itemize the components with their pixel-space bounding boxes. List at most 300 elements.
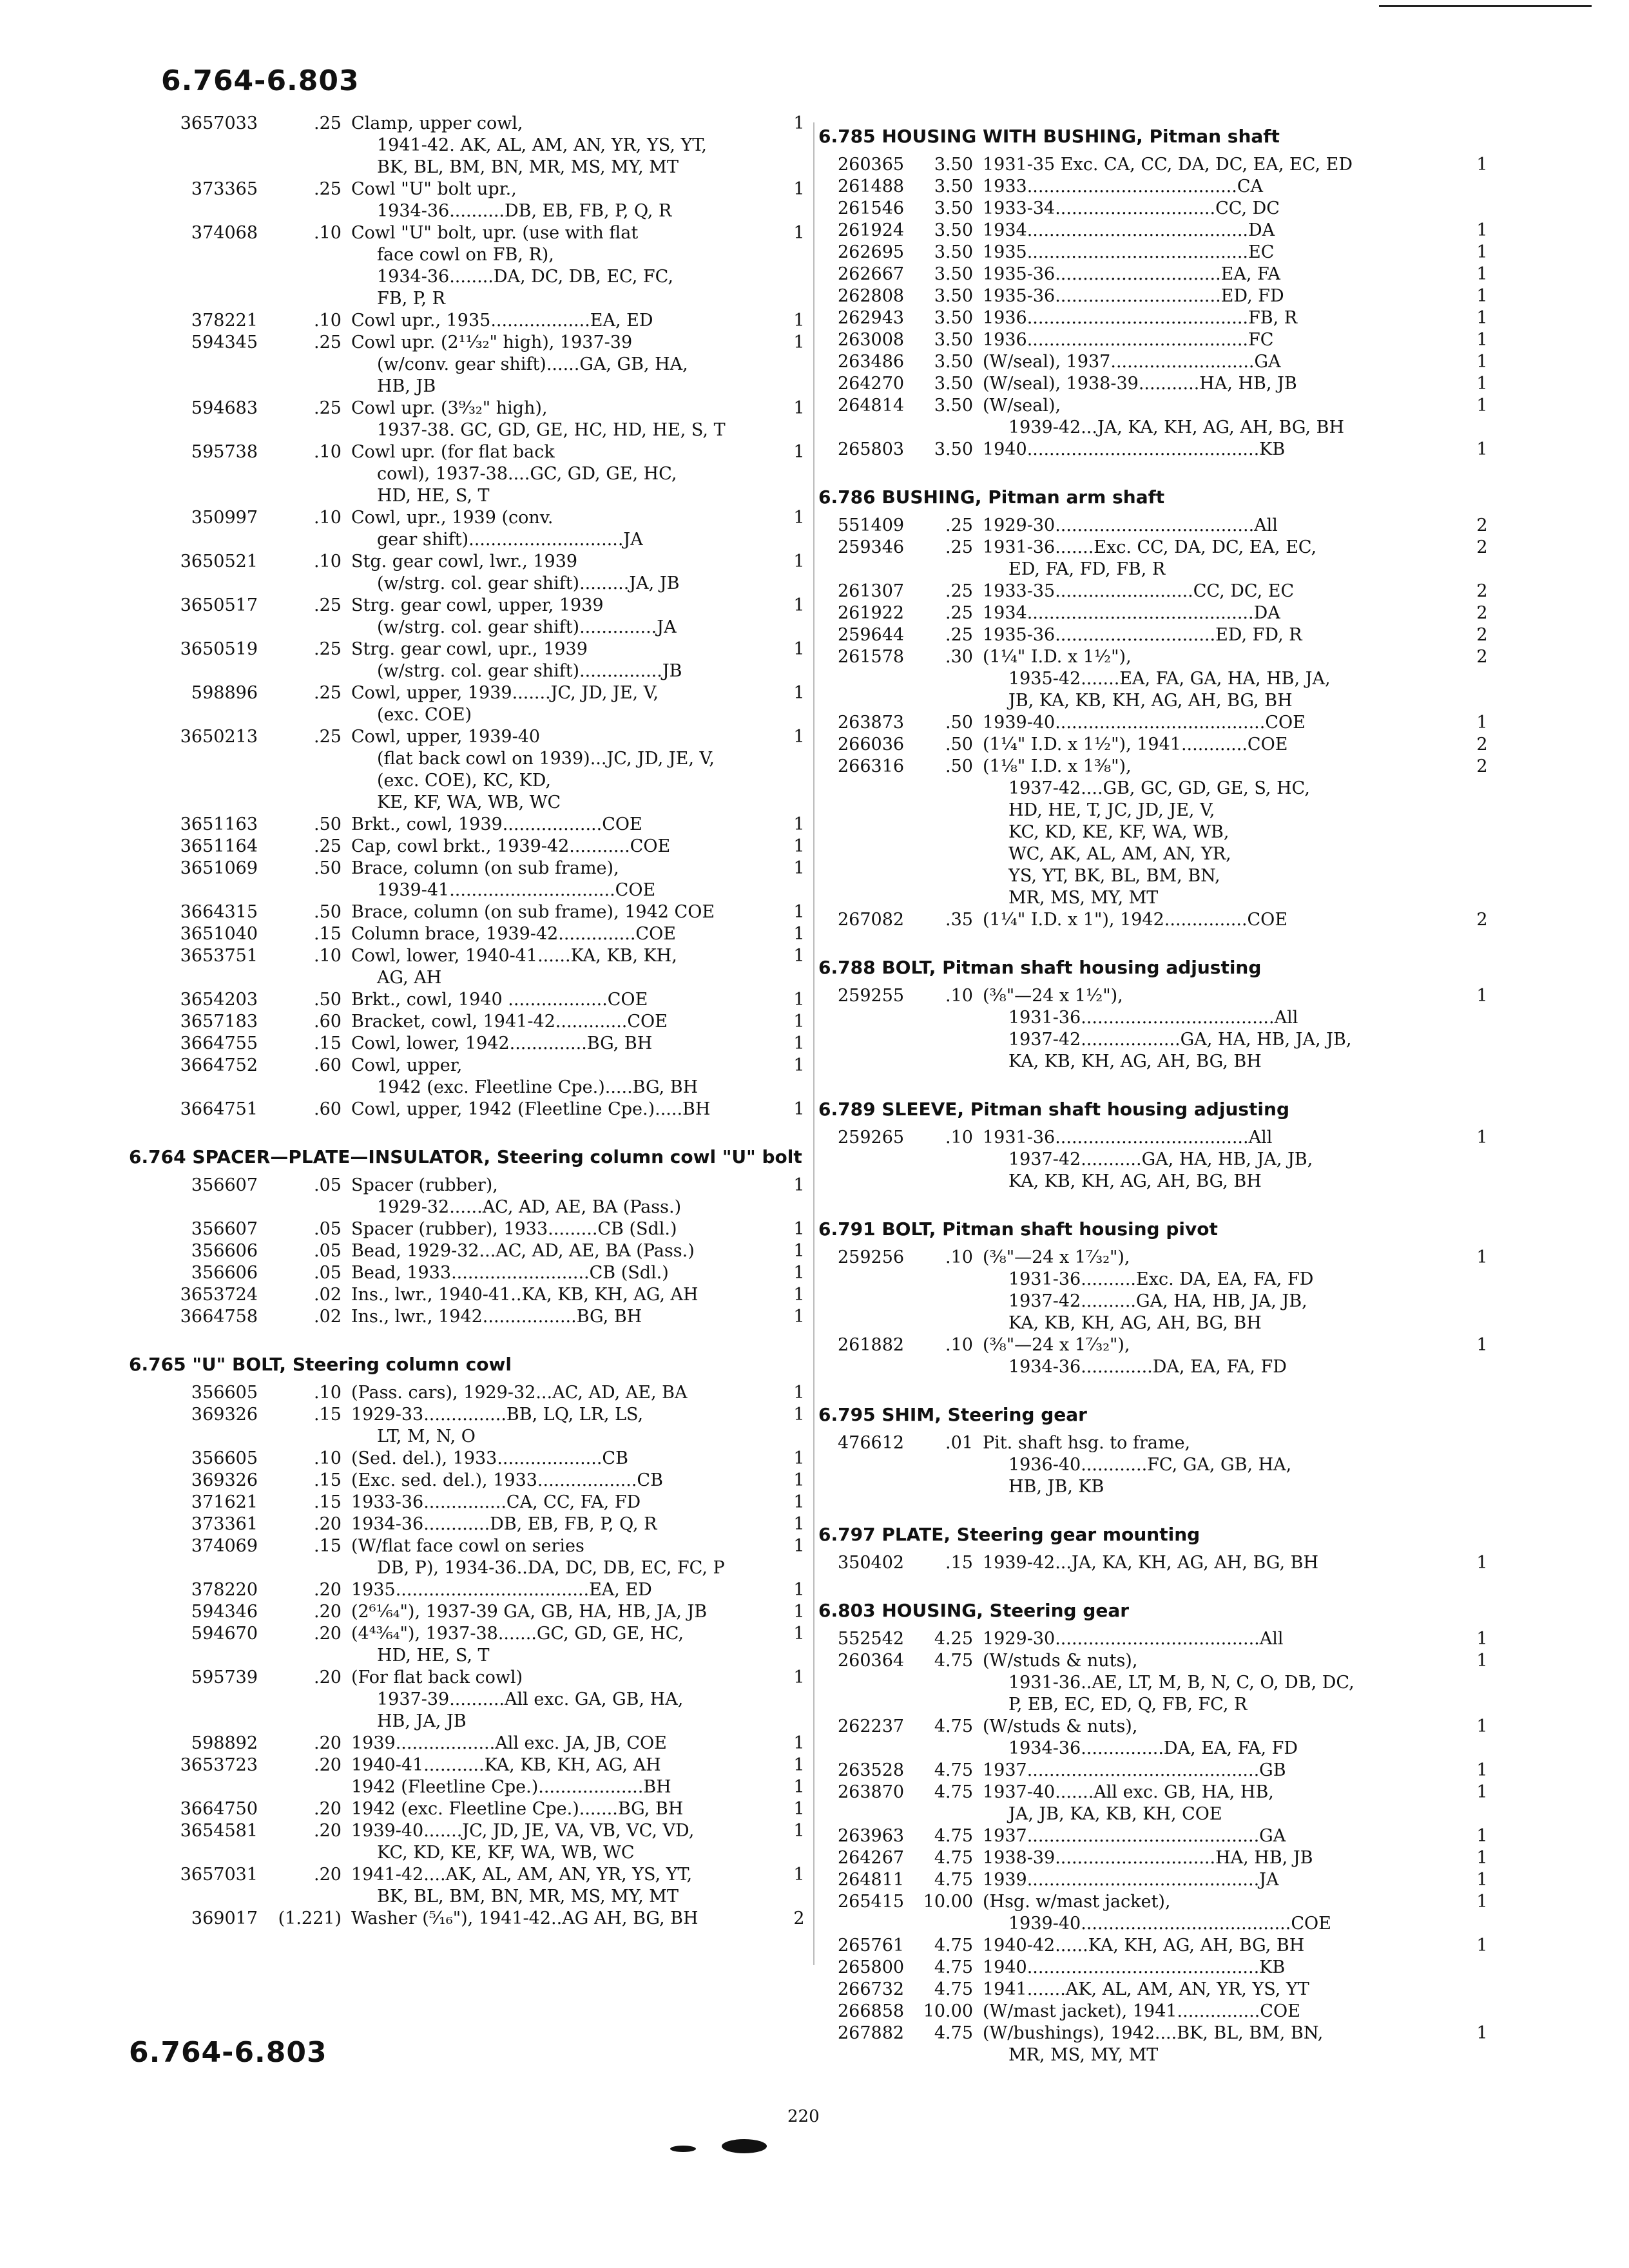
part-number: 261546: [838, 198, 905, 218]
part-row: [818, 395, 1495, 439]
description-line: 1937-42..........GA, HA, HB, JA, JB,: [1008, 1291, 1307, 1311]
part-quantity: 1: [793, 1536, 805, 1556]
description-line: (w/conv. gear shift)......GA, GB, HA,: [377, 354, 688, 374]
part-description: [983, 756, 1456, 909]
part-price: .60: [314, 1099, 342, 1119]
part-row: [129, 858, 812, 901]
part-row: [818, 154, 1495, 176]
part-row: [129, 1470, 812, 1492]
part-description: [351, 923, 773, 945]
part-quantity: 1: [1476, 1782, 1488, 1802]
part-number: 3653724: [180, 1285, 258, 1305]
description-line: Cowl, upr., 1939 (conv.: [351, 508, 554, 528]
part-price: .15: [314, 1536, 342, 1556]
part-number: 3651069: [180, 858, 258, 878]
part-quantity: 1: [793, 1012, 805, 1032]
part-row: [818, 646, 1495, 712]
section-heading: 6.764 SPACER—PLATE—INSULATOR, Steering column cowl "U" bolt: [129, 1146, 802, 1168]
section-heading: 6.765 "U" BOLT, Steering column cowl: [129, 1354, 512, 1375]
part-quantity: 1: [793, 179, 805, 199]
part-description: [351, 1623, 773, 1667]
part-description: [983, 351, 1456, 373]
part-price: .15: [945, 1553, 973, 1573]
part-number: 3653723: [180, 1755, 258, 1775]
part-price: .25: [314, 595, 342, 615]
description-line: JA, JB, KA, KB, KH, COE: [1008, 1804, 1222, 1824]
part-description: [351, 441, 773, 507]
part-price: 4.75: [934, 1870, 973, 1890]
part-price: .05: [314, 1175, 342, 1195]
part-price: 3.50: [934, 374, 973, 394]
section-heading: 6.785 HOUSING WITH BUSHING, Pitman shaft: [818, 126, 1280, 147]
part-number: 259346: [838, 537, 905, 557]
description-line: KE, KF, WA, WB, WC: [377, 793, 561, 812]
part-number: 3650521: [180, 552, 258, 572]
part-row: [818, 1127, 1495, 1193]
part-row: [818, 1432, 1495, 1498]
description-line: Cowl "U" bolt, upr. (use with flat: [351, 223, 639, 243]
part-number: 3664751: [180, 1099, 258, 1119]
description-line: KA, KB, KH, AG, AH, BG, BH: [1008, 1313, 1262, 1333]
description-line: 1942 (Fleetline Cpe.)...................BH: [351, 1777, 671, 1797]
part-description: [983, 1869, 1456, 1891]
part-quantity: 2: [1476, 537, 1488, 557]
part-description: [351, 1776, 773, 1798]
part-number: 374069: [191, 1536, 258, 1556]
part-number: 594345: [191, 332, 258, 352]
part-quantity: 1: [1476, 1760, 1488, 1780]
description-line: 1931-36.......Exc. CC, DA, DC, EA, EC,: [983, 537, 1317, 557]
part-price: 4.75: [934, 1782, 973, 1802]
part-price: .10: [314, 552, 342, 572]
part-quantity: 1: [793, 727, 805, 747]
description-line: Bracket, cowl, 1941-42.............COE: [351, 1012, 668, 1032]
part-description: [351, 1820, 773, 1864]
part-number: 259256: [838, 1247, 905, 1267]
part-price: .20: [314, 1514, 342, 1534]
part-price: .20: [314, 1733, 342, 1753]
part-row: [129, 901, 812, 923]
part-quantity: 1: [1476, 1892, 1488, 1912]
part-row: [129, 1864, 812, 1908]
part-number: 3650519: [180, 639, 258, 659]
description-line: Cowl upr., 1935..................EA, ED: [351, 311, 653, 331]
part-description: [983, 646, 1456, 712]
description-line: 1934-36..........DB, EB, FB, P, Q, R: [377, 201, 672, 221]
part-number: 3650213: [180, 727, 258, 747]
part-number: 261922: [838, 603, 905, 623]
description-line: (W/mast jacket), 1941...............COE: [983, 2001, 1300, 2021]
description-line: (W/flat face cowl on series: [351, 1536, 584, 1556]
description-line: HB, JB, KB: [1008, 1477, 1104, 1497]
part-description: [983, 307, 1456, 329]
part-number: 378221: [191, 311, 258, 331]
part-row: [129, 1055, 812, 1099]
part-number: 262667: [838, 264, 905, 284]
part-row: [818, 242, 1495, 264]
part-price: 4.75: [934, 1936, 973, 1956]
part-number: 263873: [838, 713, 905, 733]
part-row: [129, 1535, 812, 1579]
part-row: [818, 264, 1495, 285]
part-description: [351, 1733, 773, 1754]
description-line: 1942 (exc. Fleetline Cpe.).......BG, BH: [351, 1799, 684, 1819]
part-quantity: 1: [1476, 352, 1488, 372]
part-row: [129, 1667, 812, 1733]
description-line: Cowl upr. (2¹¹⁄₃₂" high), 1937-39: [351, 332, 633, 352]
part-quantity: 1: [793, 1624, 805, 1644]
section-heading: 6.797 PLATE, Steering gear mounting: [818, 1524, 1200, 1545]
part-price: .50: [314, 902, 342, 922]
part-quantity: 1: [793, 1241, 805, 1261]
part-description: [983, 1628, 1456, 1650]
part-number: 356605: [191, 1383, 258, 1403]
part-number: 263008: [838, 330, 905, 350]
part-quantity: 1: [793, 836, 805, 856]
description-line: (Hsg. w/mast jacket),: [983, 1892, 1171, 1912]
part-number: 374068: [191, 223, 258, 243]
description-line: 1933......................................CA: [983, 177, 1264, 197]
part-number: 3664315: [180, 902, 258, 922]
description-line: 1934-36.............DA, EA, FA, FD: [1008, 1357, 1287, 1377]
part-description: [983, 242, 1456, 264]
part-row: [129, 310, 812, 332]
part-quantity: 1: [793, 1777, 805, 1797]
part-description: [351, 989, 773, 1011]
part-row: [129, 507, 812, 551]
description-line: 1936........................................FB, R: [983, 308, 1298, 328]
part-description: [351, 1262, 773, 1284]
description-line: 1935...................................EA, ED: [351, 1580, 652, 1600]
part-description: [351, 113, 773, 178]
part-description: [983, 1552, 1456, 1574]
part-row: [818, 373, 1495, 395]
part-row: [129, 1798, 812, 1820]
part-quantity: 1: [793, 1263, 805, 1283]
part-number: 373365: [191, 179, 258, 199]
description-line: Strg. gear cowl, upr., 1939: [351, 639, 588, 659]
part-quantity: 1: [793, 814, 805, 834]
description-line: Clamp, upper cowl,: [351, 113, 523, 133]
description-line: Cowl "U" bolt upr.,: [351, 179, 517, 199]
part-price: .15: [314, 1405, 342, 1425]
part-row: [129, 551, 812, 595]
description-line: Cowl, upper,: [351, 1055, 463, 1075]
part-row: [129, 1284, 812, 1306]
description-line: 1937-42...........GA, HA, HB, JA, JB,: [1008, 1149, 1313, 1169]
description-line: Cowl upr. (3⁹⁄₃₂" high),: [351, 398, 548, 418]
part-price: .05: [314, 1241, 342, 1261]
part-row: [129, 1218, 812, 1240]
description-line: (³⁄₈"—24 x 1¹⁄₂"),: [983, 986, 1123, 1006]
part-quantity: 1: [1476, 1651, 1488, 1671]
description-line: (Sed. del.), 1933...................CB: [351, 1448, 628, 1468]
description-line: Column brace, 1939-42..............COE: [351, 924, 676, 944]
section-heading: 6.788 BOLT, Pitman shaft housing adjusting: [818, 957, 1262, 978]
part-row: [129, 989, 812, 1011]
part-row: [129, 923, 812, 945]
part-description: [351, 1175, 773, 1218]
part-number: 551409: [838, 515, 905, 535]
part-row: [818, 351, 1495, 373]
description-line: (1¹⁄₄" I.D. x 1¹⁄₂"),: [983, 647, 1132, 667]
part-number: 260365: [838, 155, 905, 175]
part-row: [818, 1650, 1495, 1716]
part-quantity: 1: [793, 1307, 805, 1327]
part-price: .02: [314, 1307, 342, 1327]
description-line: 1939-40.......JC, JD, JE, VA, VB, VC, VD,: [351, 1821, 695, 1841]
part-price: 10.00: [923, 2001, 973, 2021]
description-line: Brkt., cowl, 1939..................COE: [351, 814, 642, 834]
part-description: [351, 1382, 773, 1404]
part-number: 264814: [838, 396, 905, 416]
part-quantity: 1: [793, 1055, 805, 1075]
part-row: [818, 1716, 1495, 1760]
part-description: [351, 1667, 773, 1733]
part-quantity: 1: [793, 1405, 805, 1425]
description-line: AG, AH: [377, 968, 442, 988]
part-quantity: 1: [793, 311, 805, 331]
part-row: [129, 1492, 812, 1514]
part-quantity: 1: [793, 595, 805, 615]
description-line: cowl), 1937-38....GC, GD, GE, HC,: [377, 464, 677, 484]
description-line: (Exc. sed. del.), 1933..................CB: [351, 1470, 663, 1490]
part-number: 266036: [838, 735, 905, 754]
part-row: [129, 113, 812, 178]
part-row: [818, 1334, 1495, 1378]
part-number: 356607: [191, 1219, 258, 1239]
part-row: [818, 220, 1495, 242]
part-number: 356605: [191, 1448, 258, 1468]
description-line: Cowl, upper, 1939.......JC, JD, JE, V,: [351, 683, 659, 703]
description-line: (W/seal), 1937..........................GA: [983, 352, 1281, 372]
part-number: 356607: [191, 1175, 258, 1195]
part-price: .20: [314, 1799, 342, 1819]
description-line: 1931-35 Exc. CA, CC, DA, DC, EA, EC, ED: [983, 155, 1353, 175]
part-price: 3.50: [934, 177, 973, 197]
description-line: 1940..........................................KB: [983, 1957, 1286, 1977]
part-description: [351, 310, 773, 332]
part-row: [818, 909, 1495, 931]
part-description: [351, 1284, 773, 1306]
part-description: [983, 985, 1456, 1073]
part-description: [983, 515, 1456, 537]
description-line: KC, KD, KE, KF, WA, WB, WC: [377, 1843, 635, 1863]
part-row: [818, 712, 1495, 734]
part-description: [983, 1935, 1456, 1957]
part-row: [129, 1033, 812, 1055]
description-line: HB, JB: [377, 376, 436, 396]
part-price: .20: [314, 1755, 342, 1775]
part-row: [818, 176, 1495, 198]
part-description: [351, 398, 773, 441]
part-number: 259265: [838, 1128, 905, 1148]
part-quantity: 1: [1476, 713, 1488, 733]
part-description: [351, 1601, 773, 1623]
description-line: 1939..................All exc. JA, JB, COE: [351, 1733, 667, 1753]
part-number: 3654203: [180, 990, 258, 1010]
part-row: [818, 307, 1495, 329]
part-row: [818, 198, 1495, 220]
part-description: [351, 1535, 773, 1579]
description-line: 1937..........................................GB: [983, 1760, 1286, 1780]
part-number: 594683: [191, 398, 258, 418]
part-number: 263870: [838, 1782, 905, 1802]
part-description: [983, 1127, 1456, 1193]
description-line: 1934.........................................DA: [983, 603, 1280, 623]
description-line: 1931-36..AE, LT, M, B, N, C, O, DB, DC,: [1008, 1673, 1354, 1693]
part-number: 356606: [191, 1263, 258, 1283]
part-quantity: 2: [1476, 625, 1488, 645]
part-row: [818, 1979, 1495, 2001]
part-quantity: 1: [1476, 396, 1488, 416]
part-price: .50: [314, 990, 342, 1010]
part-description: [983, 176, 1456, 198]
part-description: [983, 198, 1456, 220]
description-line: Cowl, lower, 1940-41......KA, KB, KH,: [351, 946, 677, 966]
part-price: .35: [945, 910, 973, 930]
part-row: [129, 1262, 812, 1284]
description-line: 1936........................................FC: [983, 330, 1274, 350]
description-line: (flat back cowl on 1939)...JC, JD, JE, V,: [377, 749, 715, 769]
description-line: 1940-42......KA, KH, AG, AH, BG, BH: [983, 1936, 1305, 1956]
part-number: 3651163: [180, 814, 258, 834]
part-price: .02: [314, 1285, 342, 1305]
description-line: 1938-39.............................HA, HB, JB: [983, 1848, 1313, 1868]
part-quantity: 2: [1476, 603, 1488, 623]
part-number: 262695: [838, 242, 905, 262]
part-price: .15: [314, 924, 342, 944]
part-description: [351, 1470, 773, 1492]
part-number: 369326: [191, 1470, 258, 1490]
part-number: 350997: [191, 508, 258, 528]
left-column: [129, 113, 812, 1930]
part-description: [983, 1650, 1456, 1716]
description-line: BK, BL, BM, BN, MR, MS, MY, MT: [377, 157, 679, 177]
part-number: 3653751: [180, 946, 258, 966]
part-number: 265803: [838, 439, 905, 459]
description-line: 1939-42...JA, KA, KH, AG, AH, BG, BH: [983, 1553, 1319, 1573]
description-line: 1929-30....................................All: [983, 515, 1278, 535]
part-number: 371621: [191, 1492, 258, 1512]
part-quantity: 1: [793, 1175, 805, 1195]
part-row: [129, 398, 812, 441]
part-quantity: 1: [1476, 374, 1488, 394]
part-quantity: 1: [1476, 2023, 1488, 2043]
part-number: 260364: [838, 1651, 905, 1671]
description-line: 1937-39..........All exc. GA, GB, HA,: [377, 1689, 684, 1709]
description-line: Stg. gear cowl, lwr., 1939: [351, 552, 578, 572]
part-quantity: 1: [1476, 986, 1488, 1006]
part-price: .25: [945, 515, 973, 535]
description-line: 1939-41..............................COE: [377, 880, 656, 900]
part-row: [818, 2001, 1495, 2023]
part-row: [818, 2023, 1495, 2066]
part-number: 264267: [838, 1848, 905, 1868]
part-description: [351, 1448, 773, 1470]
description-line: Brkt., cowl, 1940 ..................COE: [351, 990, 648, 1010]
part-price: .10: [314, 311, 342, 331]
part-quantity: 1: [1476, 330, 1488, 350]
part-price: .30: [945, 647, 973, 667]
part-number: 3650517: [180, 595, 258, 615]
part-row: [129, 1776, 812, 1798]
part-description: [351, 682, 773, 726]
part-price: 4.25: [934, 1629, 973, 1649]
part-quantity: 1: [793, 1448, 805, 1468]
part-number: 267882: [838, 2023, 905, 2043]
part-row: [818, 602, 1495, 624]
part-row: [129, 1514, 812, 1535]
part-row: [129, 1733, 812, 1754]
part-price: 3.50: [934, 439, 973, 459]
part-quantity: 1: [793, 398, 805, 418]
part-price: .25: [945, 581, 973, 601]
part-price: 3.50: [934, 242, 973, 262]
part-number: 3651040: [180, 924, 258, 944]
part-number: 552542: [838, 1629, 905, 1649]
description-line: Pit. shaft hsg. to frame,: [983, 1433, 1191, 1453]
description-line: Cowl, upper, 1939-40: [351, 727, 541, 747]
part-quantity: 1: [793, 1099, 805, 1119]
part-price: .15: [314, 1492, 342, 1512]
part-price: 3.50: [934, 308, 973, 328]
part-description: [351, 507, 773, 551]
part-description: [983, 264, 1456, 285]
part-number: 267082: [838, 910, 905, 930]
description-line: (W/seal),: [983, 396, 1061, 416]
part-price: .10: [945, 1128, 973, 1148]
part-quantity: 1: [1476, 220, 1488, 240]
part-number: 3664752: [180, 1055, 258, 1075]
part-quantity: 1: [1476, 1247, 1488, 1267]
description-line: (w/strg. col. gear shift).........JA, JB: [377, 573, 680, 593]
description-line: 1940..........................................KB: [983, 439, 1286, 459]
description-line: 1931-36...................................All: [983, 1128, 1273, 1148]
part-quantity: 1: [793, 442, 805, 462]
part-price: 4.75: [934, 1651, 973, 1671]
description-line: (exc. COE), KC, KD,: [377, 771, 551, 791]
part-quantity: 1: [793, 946, 805, 966]
description-line: (W/studs & nuts),: [983, 1651, 1138, 1671]
page-footer-range: 6.764-6.803: [129, 2036, 327, 2069]
section-heading: 6.789 SLEEVE, Pitman shaft housing adjusting: [818, 1099, 1290, 1120]
description-line: Washer (⁵⁄₁₆"), 1941-42..AG AH, BG, BH: [351, 1908, 699, 1928]
description-line: (For flat back cowl): [351, 1667, 523, 1687]
part-price: 4.75: [934, 1716, 973, 1736]
part-description: [351, 1240, 773, 1262]
part-quantity: 1: [793, 858, 805, 878]
part-row: [818, 1782, 1495, 1825]
description-line: Cowl, lower, 1942..............BG, BH: [351, 1033, 653, 1053]
part-price: .50: [314, 858, 342, 878]
part-number: 369017: [191, 1908, 258, 1928]
part-number: 350402: [838, 1553, 905, 1573]
description-line: 1934-36............DB, EB, FB, P, Q, R: [351, 1514, 657, 1534]
part-price: .25: [945, 603, 973, 623]
description-line: Bead, 1933.........................CB (Sdl.): [351, 1263, 669, 1283]
part-description: [351, 1492, 773, 1514]
part-description: [983, 712, 1456, 734]
description-line: 1935........................................EC: [983, 242, 1275, 262]
part-quantity: 1: [1476, 308, 1488, 328]
description-line: MR, MS, MY, MT: [1008, 888, 1159, 908]
description-line: (Pass. cars), 1929-32...AC, AD, AE, BA: [351, 1383, 688, 1403]
description-line: 1941.......AK, AL, AM, AN, YR, YS, YT: [983, 1979, 1309, 1999]
part-number: 598896: [191, 683, 258, 703]
part-row: [818, 515, 1495, 537]
part-price: .50: [945, 713, 973, 733]
